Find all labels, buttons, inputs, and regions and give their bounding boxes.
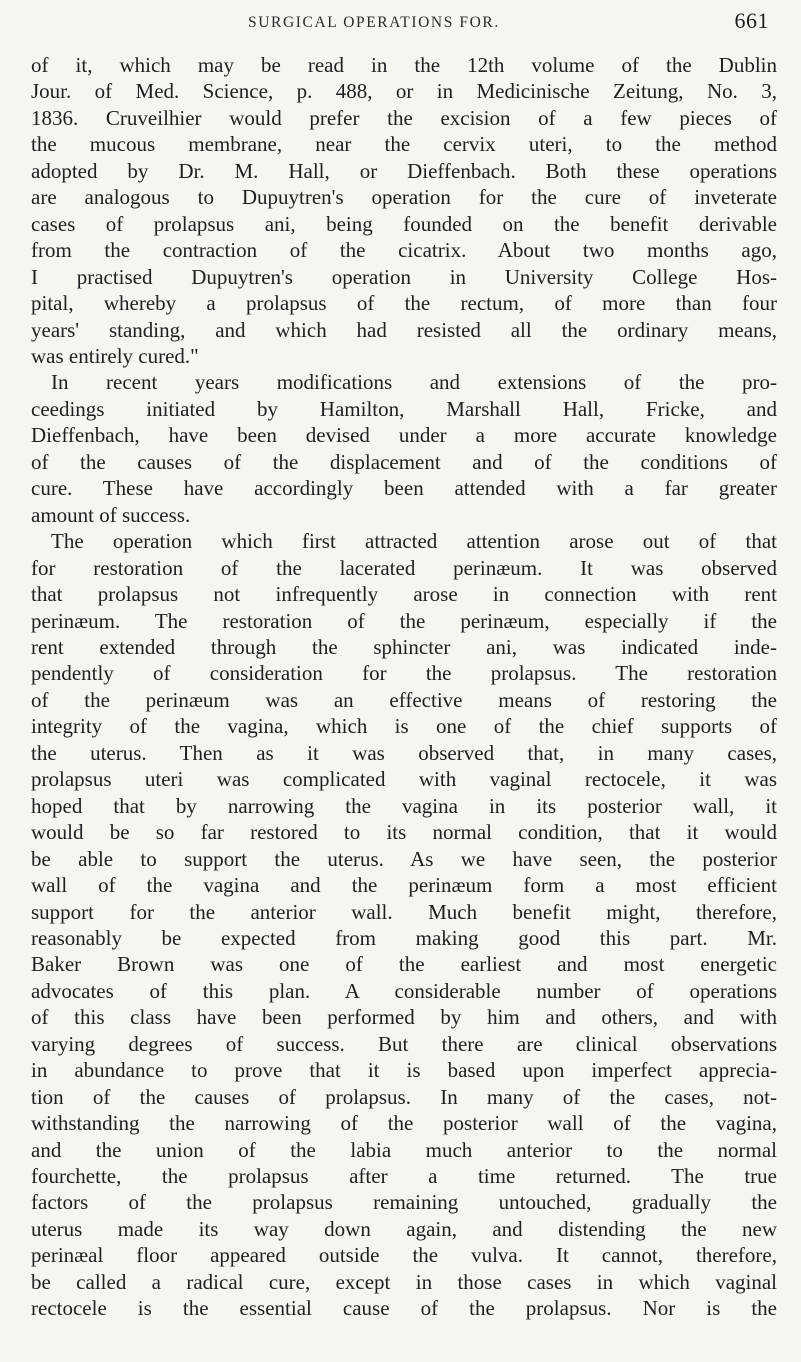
text-line: and the union of the labia much anterior to the normal: [31, 1137, 777, 1162]
text-line: factors of the prolapsus remaining untouched, gradually the: [31, 1190, 777, 1215]
text-line: amount of success.: [31, 502, 191, 527]
text-line: be called a radical cure, except in those cases in which vaginal: [31, 1269, 777, 1294]
text-line: Dieffenbach, have been devised under a more accurate knowledge: [31, 423, 777, 448]
text-line: uterus made its way down again, and distending the new: [31, 1216, 777, 1241]
text-line: reasonably be expected from making good this part. Mr.: [31, 925, 777, 950]
text-line: the mucous membrane, near the cervix uteri, to the method: [31, 132, 777, 157]
text-line: of the perinæum was an effective means of restoring the: [31, 687, 777, 712]
text-line: that prolapsus not infrequently arose in connection with rent: [31, 582, 777, 607]
text-line: Baker Brown was one of the earliest and most energetic: [31, 952, 777, 977]
text-line: tion of the causes of prolapsus. In many of the cases, not-: [31, 1084, 777, 1109]
text-line: rent extended through the sphincter ani, was indicated inde-: [31, 634, 777, 659]
text-line: advocates of this plan. A considerable number of operations: [31, 978, 777, 1003]
paragraph-3: [31, 528, 777, 1322]
text-line: adopted by Dr. M. Hall, or Dieffenbach. Both these operations: [31, 158, 777, 183]
text-line: of the causes of the displacement and of the conditions of: [31, 449, 777, 474]
paragraph-2: [31, 369, 777, 528]
text-line: years' standing, and which had resisted all the ordinary means,: [31, 317, 777, 342]
text-line: integrity of the vagina, which is one of the chief supports of: [31, 714, 777, 739]
text-line: 1836. Cruveilhier would prefer the excision of a few pieces of: [31, 105, 777, 130]
text-line: wall of the vagina and the perinæum form a most efficient: [31, 873, 777, 898]
text-line: for restoration of the lacerated perinæum. It was observed: [31, 555, 777, 580]
body-text: [31, 52, 777, 1322]
text-line: The operation which first attracted attention arose out of that: [51, 529, 777, 554]
text-line: fourchette, the prolapsus after a time returned. The true: [31, 1164, 777, 1189]
page-number: 661: [734, 8, 769, 33]
text-line: are analogous to Dupuytren's operation for the cure of inveterate: [31, 185, 777, 210]
text-line: In recent years modifications and extensions of the pro-: [51, 370, 777, 395]
text-line: ceedings initiated by Hamilton, Marshall Hall, Fricke, and: [31, 396, 777, 421]
text-line: of it, which may be read in the 12th volume of the Dublin: [31, 53, 777, 77]
paragraph-1: [31, 52, 777, 369]
text-line: from the contraction of the cicatrix. About two months ago,: [31, 238, 777, 263]
text-line: I practised Dupuytren's operation in University College Hos-: [31, 264, 777, 289]
text-line: varying degrees of success. But there are clinical observations: [31, 1031, 777, 1056]
text-line: perinæum. The restoration of the perinæum, especially if the: [31, 608, 777, 633]
text-line: be able to support the uterus. As we have seen, the posterior: [31, 846, 777, 871]
text-line: hoped that by narrowing the vagina in its posterior wall, it: [31, 793, 777, 818]
text-line: cases of prolapsus ani, being founded on the benefit derivable: [31, 211, 777, 236]
running-head: SURGICAL OPERATIONS FOR.: [248, 14, 500, 31]
text-line: the uterus. Then as it was observed that, in many cases,: [31, 740, 777, 765]
text-line: would be so far restored to its normal condition, that it would: [31, 820, 777, 845]
text-line: prolapsus uteri was complicated with vaginal rectocele, it was: [31, 767, 777, 792]
text-line: rectocele is the essential cause of the prolapsus. Nor is the: [31, 1296, 777, 1321]
text-line: support for the anterior wall. Much benefit might, therefore,: [31, 899, 777, 924]
text-line: of this class have been performed by him and others, and with: [31, 1005, 777, 1030]
text-line: Jour. of Med. Science, p. 488, or in Medicinische Zeitung, No. 3,: [31, 79, 777, 104]
text-line: perinæal floor appeared outside the vulva. It cannot, therefore,: [31, 1243, 777, 1268]
text-line: in abundance to prove that it is based upon imperfect apprecia-: [31, 1058, 777, 1083]
text-line: pital, whereby a prolapsus of the rectum, of more than four: [31, 291, 777, 316]
text-line: pendently of consideration for the prolapsus. The restoration: [31, 661, 777, 686]
text-line: withstanding the narrowing of the posterior wall of the vagina,: [31, 1111, 777, 1136]
text-line: cure. These have accordingly been attended with a far greater: [31, 476, 777, 501]
text-line: was entirely cured.": [31, 343, 199, 368]
